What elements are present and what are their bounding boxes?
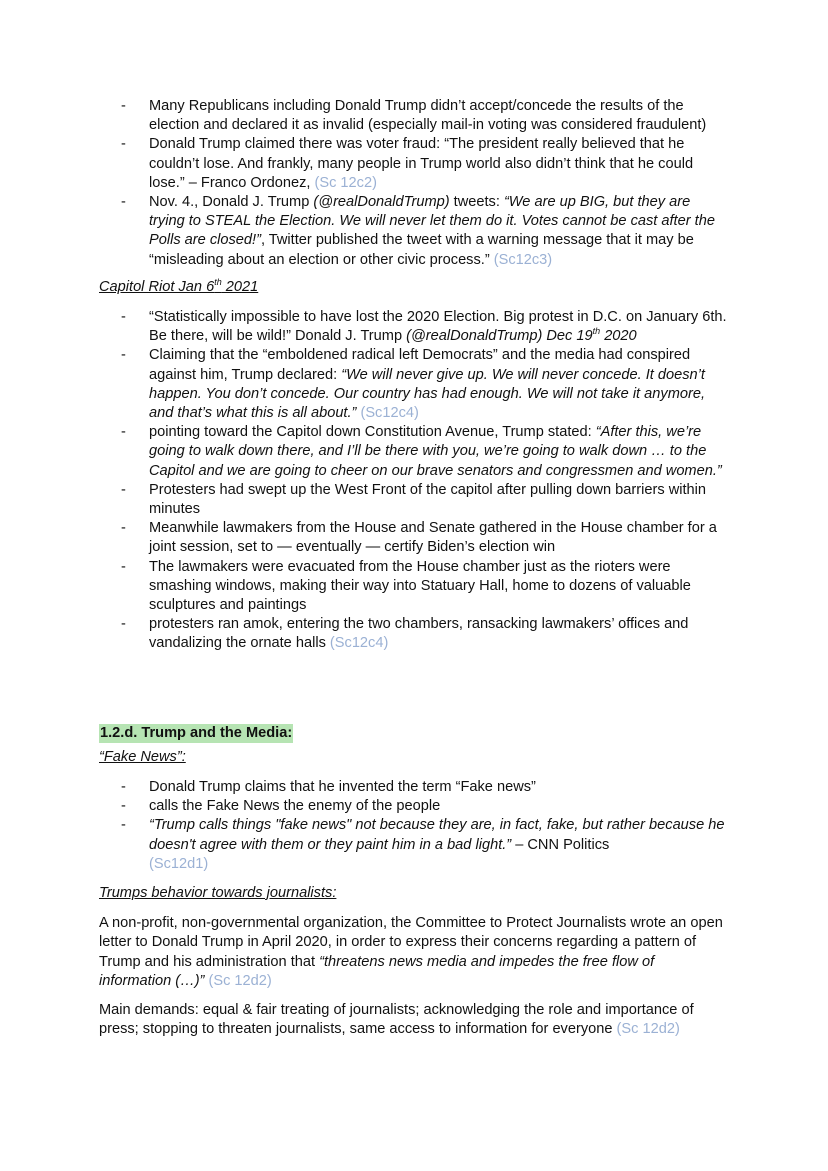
list-item xyxy=(99,816,729,874)
bullet-text: pointing toward the Capitol down Constitution Avenue, Trump stated: xyxy=(149,424,596,441)
bullet-text: Many Republicans including Donald Trump didn’t accept/concede the results of the election and declared it as invalid (especially mail-in voting was considered fraudulent) xyxy=(149,98,707,134)
trump-quote: “After this, we’re going to walk down there, and I’ll be there with you, we’re going to walk down … to the Capitol and we are going to cheer on our brave senators and congressmen and women.” xyxy=(149,424,722,479)
election-bullet-list xyxy=(99,97,729,270)
paragraph xyxy=(99,1001,729,1039)
source-reference: (Sc12c3) xyxy=(493,251,553,268)
bullet-text: “Statistically impossible to have lost the 2020 Election. Big protest in D.C. on January 6th. Be there, will be wild!” Donald J. Trump xyxy=(149,309,727,345)
quote-source: – CNN Politics xyxy=(511,836,610,853)
fake-news-heading: “Fake News”: xyxy=(99,748,186,765)
twitter-handle: (@realDonaldTrump) Dec 19 xyxy=(406,328,593,345)
capitol-riot-heading xyxy=(99,278,729,297)
journalists-heading: Trumps behavior towards journalists: xyxy=(99,884,337,901)
heading-year: 2021 xyxy=(221,278,259,295)
date-superscript: th xyxy=(592,326,601,337)
list-item xyxy=(99,423,729,481)
bullet-text: Claiming that the “emboldened radical left Democrats” and the media had conspired against him, Trump declared: xyxy=(149,347,691,383)
twitter-handle: (@realDonaldTrump) xyxy=(313,194,450,211)
bullet-text: protesters ran amok, entering the two chambers, ransacking lawmakers’ offices and vandalizing the ornate halls xyxy=(149,616,689,652)
bullet-text: , Twitter published the tweet with a warning message that it may be “misleading about an election or other civic process.” xyxy=(149,232,694,268)
bullet-text: Meanwhile lawmakers from the House and Senate gathered in the House chamber for a joint session, set to — eventually — certify Biden’s election win xyxy=(149,520,717,556)
list-item xyxy=(99,193,729,270)
heading-text: Capitol Riot Jan 6 xyxy=(99,278,215,295)
document-content xyxy=(99,97,729,1039)
section-title: 1.2.d. Trump and the Media: xyxy=(100,724,293,741)
paragraph-text: A non-profit, non-governmental organization, the Committee to Protect Journalists wrote an open letter to Donald Trump in April 2020, in order to express their concerns regarding a pattern of Trump and his administration that xyxy=(99,915,723,970)
list-item xyxy=(99,615,729,653)
fake-news-bullet-list xyxy=(99,778,729,874)
heading-superscript: th xyxy=(214,276,222,287)
source-reference: (Sc 12c2) xyxy=(314,174,377,191)
trump-quote: “We will never give up. We will never concede. It doesn’t happen. You don’t concede. Our country has had enough. We will not take it anymore, and that’s what this is all about.” xyxy=(149,366,706,422)
letter-quote: “threatens news media and impedes the free flow of information (…)” xyxy=(99,953,655,989)
list-item xyxy=(99,135,729,193)
bullet-text: The lawmakers were evacuated from the House chamber just as the rioters were smashing windows, making their way into Statuary Hall, home to dozens of valuable sculptures and paintings xyxy=(149,558,691,614)
list-item xyxy=(99,797,729,816)
list-item xyxy=(99,481,729,519)
bullet-text: Nov. 4., Donald J. Trump xyxy=(149,194,314,211)
source-reference: (Sc12c4) xyxy=(329,635,389,652)
paragraph xyxy=(99,914,729,991)
source-reference: (Sc 12d2) xyxy=(616,1021,680,1038)
capitol-bullet-list xyxy=(99,308,729,654)
bullet-text: Donald Trump claimed there was voter fraud: “The president really believed that he couldn’t lose. And frankly, many people in Trump world also didn’t think that he could lose.” – Franco Ordonez, xyxy=(149,136,694,191)
list-item xyxy=(99,97,729,135)
list-item xyxy=(99,778,729,797)
list-item xyxy=(99,558,729,616)
source-reference: (Sc12c4) xyxy=(356,405,419,422)
source-reference: (Sc12d1) xyxy=(149,855,209,872)
cnn-quote: “Trump calls things "fake news" not because they are, in fact, fake, but rather because he doesn't agree with them or they paint him in a bad light.” xyxy=(149,817,725,853)
list-item xyxy=(99,519,729,557)
paragraph-text: Main demands: equal & fair treating of journalists; acknowledging the role and importance of press; stopping to threaten journalists, same access to information for everyone xyxy=(99,1001,694,1038)
date-year: 2020 xyxy=(600,328,637,345)
bullet-text: Protesters had swept up the West Front of the capitol after pulling down barriers within minutes xyxy=(149,481,707,518)
bullet-text: tweets: xyxy=(449,194,504,211)
source-reference: (Sc 12d2) xyxy=(204,972,272,989)
bullet-text: Donald Trump claims that he invented the term “Fake news” xyxy=(149,778,536,795)
media-section-header xyxy=(99,724,729,743)
list-item xyxy=(99,308,729,346)
list-item xyxy=(99,346,729,423)
bullet-text: calls the Fake News the enemy of the people xyxy=(149,798,441,815)
tweet-quote: “We are up BIG, but they are trying to STEAL the Election. We will never let them do it. Votes cannot be cast after the Polls are closed!” xyxy=(149,194,715,249)
